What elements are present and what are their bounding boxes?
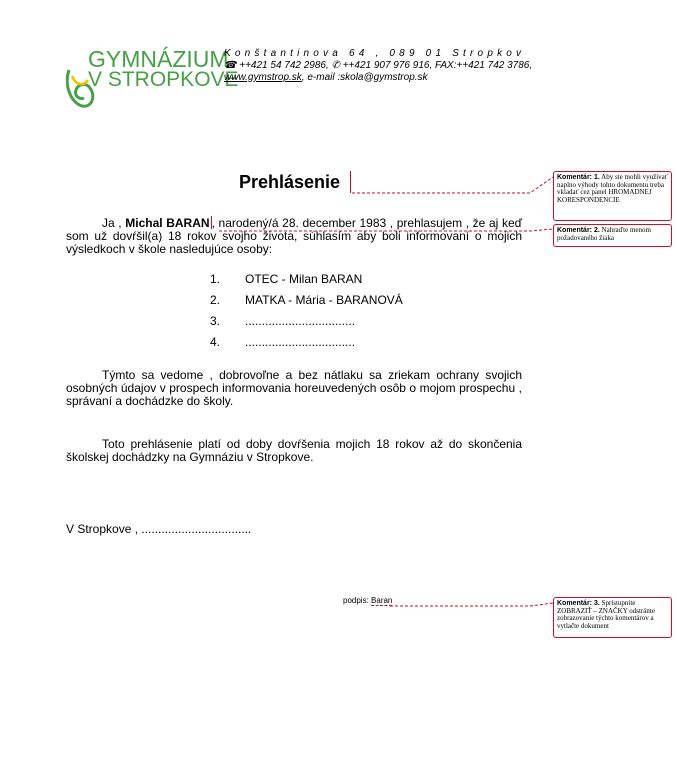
comment-balloon-1[interactable] xyxy=(553,171,672,221)
list-text: OTEC - Milan BARAN xyxy=(245,272,363,286)
signature-line xyxy=(343,596,392,605)
list-number: 1. xyxy=(210,272,221,286)
consent-text: Týmto sa vedome , dobrovoľne a bez nátlaku sa zriekam ochrany svojich osobných údajov v prospech informovania horeuvedených osôb o mojom prospechu , správaní a dochádzke do školy. xyxy=(66,368,522,408)
comment-anchor-2 xyxy=(211,216,212,229)
phone-line: ☎ ++421 54 742 2986, ✆ ++421 907 976 916, FAX:++421 742 3786, xyxy=(224,60,533,71)
list-number: 2. xyxy=(210,293,221,307)
list-text: ................................. xyxy=(245,335,356,349)
validity-paragraph xyxy=(66,438,522,464)
logo-text-line2: V STROPKOVE xyxy=(88,68,239,91)
validity-text: Toto prehlásenie platí od doby dovŕšenia mojich 18 rokov až do skončenia školskej dochádzky na Gymnáziu v Stropkove. xyxy=(66,437,522,464)
comment-anchor-1 xyxy=(350,171,351,193)
comment-text: Sprístupnite ZOBRAZIŤ – ZNAČKY odstránte zobrazovanie týchto komentárov a vytlačte dokument xyxy=(557,599,655,630)
list-number: 3. xyxy=(210,314,221,328)
comment-label: Komentár: 2. xyxy=(557,227,600,234)
address-line: Konštantinova 64 , 089 01 Stropkov xyxy=(224,48,526,59)
comment-balloon-2[interactable] xyxy=(553,224,672,247)
contact-line xyxy=(224,72,532,84)
intro-prefix: Ja , xyxy=(102,216,122,230)
signature-label: podpis: xyxy=(343,596,369,605)
comment-label: Komentár: 3. xyxy=(557,600,600,607)
student-name: Michal BARAN xyxy=(125,216,210,230)
comment-text: Nahraďte menom požadovaného žiaka xyxy=(557,226,651,242)
consent-paragraph xyxy=(66,369,522,408)
list-text: MATKA - Mária - BARANOVÁ xyxy=(245,293,403,307)
address-block xyxy=(224,48,532,84)
intro-text: , narodený/á 28. december 1983 , prehlasujem , že aj keď som už dovŕšil(a) 18 rokov svojho života, súhlasím aby boli informovaní o mojich výsledkoch v škole nasledujúce osoby: xyxy=(66,216,522,256)
logo-text-line1: GYMNÁZIUM xyxy=(88,46,229,72)
comment-text: Aby ste mohli využívať naplno výhody tohto dokumentu treba vkladať cez panel HROMADNEJ KORESPONDENCIE xyxy=(557,173,668,204)
website-link[interactable]: www.gymstrop.sk xyxy=(224,72,302,83)
signature-value: Baran xyxy=(371,596,393,605)
document-title: Prehlásenie xyxy=(239,172,341,192)
list-number: 4. xyxy=(210,335,221,349)
school-logo xyxy=(66,46,239,114)
comment-balloon-3[interactable] xyxy=(553,597,672,638)
place-date-line: V Stropkove , ................................. xyxy=(66,522,252,536)
email-text: , e-mail :skola@gymstrop.sk xyxy=(301,72,428,83)
intro-paragraph xyxy=(66,216,522,256)
list-text: ................................. xyxy=(245,314,356,328)
comment-label: Komentár: 1. xyxy=(557,174,600,181)
